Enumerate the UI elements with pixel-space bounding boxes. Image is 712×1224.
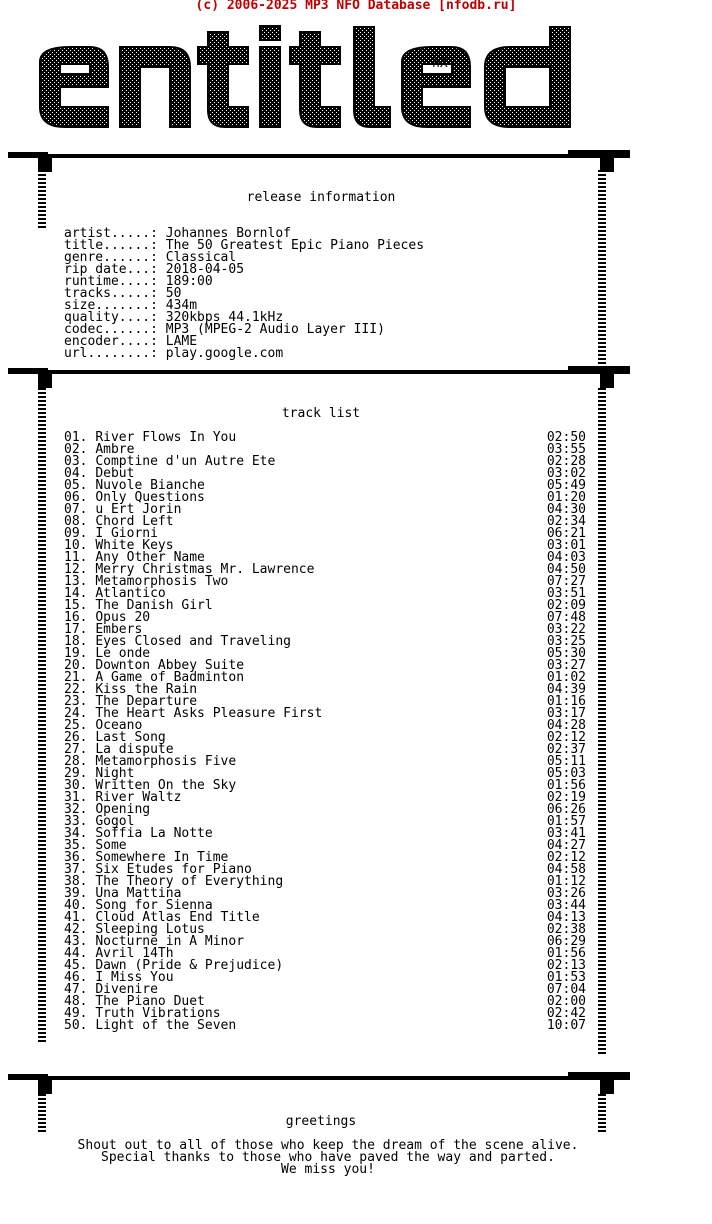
release-info-key: tracks.....: [64, 286, 158, 301]
track-name: The Heart Asks Pleasure First [95, 706, 323, 721]
track-name: La dispute [95, 742, 174, 757]
greetings-text [0, 1140, 656, 1176]
track-row [64, 708, 586, 720]
track-row [64, 804, 586, 816]
track-duration: 05:49 [546, 478, 586, 493]
track-number: 33. [64, 814, 88, 829]
track-duration: 04:50 [546, 562, 586, 577]
track-number: 20. [64, 658, 88, 673]
track-name: Kiss the Rain [95, 682, 198, 697]
release-info-key: runtime....: [64, 274, 158, 289]
track-duration: 03:22 [546, 622, 586, 637]
track-row [64, 756, 586, 768]
track-name: Last Song [95, 730, 166, 745]
track-duration: 02:50 [546, 430, 586, 445]
track-number: 10. [64, 538, 88, 553]
release-info-key: rip date...: [64, 262, 158, 277]
track-name: Song for Sienna [95, 898, 213, 913]
track-name: Night [95, 766, 135, 781]
track-number: 45. [64, 958, 88, 973]
track-name: Opus 20 [95, 610, 151, 625]
greeting-line: We miss you! [281, 1162, 375, 1177]
release-info-value: Johannes Bornlof [165, 226, 291, 241]
release-info-key: genre......: [64, 250, 158, 265]
track-name: Divenire [95, 982, 158, 997]
release-info-title: release information [246, 190, 396, 205]
track-name: Una Mattina [95, 886, 182, 901]
track-name: Some [95, 838, 127, 853]
release-info-value: play.google.com [165, 346, 284, 361]
track-number: 17. [64, 622, 88, 637]
track-duration: 03:02 [546, 466, 586, 481]
track-duration: 05:11 [546, 754, 586, 769]
track-number: 16. [64, 610, 88, 625]
section-divider [8, 150, 630, 172]
release-info-value: The 50 Greatest Epic Piano Pieces [165, 238, 425, 253]
track-duration: 03:27 [546, 658, 586, 673]
track-number: 04. [64, 466, 88, 481]
track-list [64, 432, 586, 1032]
track-number: 29. [64, 766, 88, 781]
track-name: I Giorni [95, 526, 158, 541]
track-number: 42. [64, 922, 88, 937]
track-duration: 01:16 [546, 694, 586, 709]
release-info-value: 434m [165, 298, 198, 313]
track-number: 47. [64, 982, 88, 997]
track-duration: 06:21 [546, 526, 586, 541]
track-duration: 06:26 [546, 802, 586, 817]
track-name: River Flows In You [95, 430, 237, 445]
track-name: Avril 14Th [95, 946, 174, 961]
track-number: 44. [64, 946, 88, 961]
frame-right-border [598, 388, 606, 1054]
release-info-value: 320kbps 44.1kHz [165, 310, 284, 325]
track-duration: 02:38 [546, 922, 586, 937]
track-number: 37. [64, 862, 88, 877]
track-duration: 04:28 [546, 718, 586, 733]
track-number: 31. [64, 790, 88, 805]
greeting-line: Special thanks to those who have paved the way and parted. [101, 1150, 555, 1165]
track-duration: 02:00 [546, 994, 586, 1009]
track-name: Gogol [95, 814, 135, 829]
track-duration: 03:51 [546, 586, 586, 601]
track-title-group [64, 1020, 236, 1032]
release-info-value: 189:00 [165, 274, 213, 289]
track-number: 41. [64, 910, 88, 925]
track-number: 27. [64, 742, 88, 757]
track-duration: 01:20 [546, 490, 586, 505]
release-info-key: artist.....: [64, 226, 158, 241]
track-duration: 02:42 [546, 1006, 586, 1021]
track-duration: 04:30 [546, 502, 586, 517]
track-name: Light of the Seven [95, 1018, 237, 1033]
track-number: 05. [64, 478, 88, 493]
track-duration: 02:12 [546, 850, 586, 865]
section-divider [8, 1072, 630, 1094]
track-duration: 04:58 [546, 862, 586, 877]
track-name: Chord Left [95, 514, 174, 529]
track-number: 13. [64, 574, 88, 589]
track-duration: 10:07 [546, 1018, 586, 1033]
track-number: 08. [64, 514, 88, 529]
release-info-value: Classical [165, 250, 237, 265]
track-number: 12. [64, 562, 88, 577]
track-name: The Theory of Everything [95, 874, 284, 889]
track-name: Somewhere In Time [95, 850, 229, 865]
track-number: 39. [64, 886, 88, 901]
track-name: Downton Abbey Suite [95, 658, 245, 673]
track-number: 26. [64, 730, 88, 745]
track-row [64, 612, 586, 624]
release-info-value: 50 [165, 286, 182, 301]
track-duration: 06:29 [546, 934, 586, 949]
track-number: 19. [64, 646, 88, 661]
track-name: Dawn (Pride & Prejudice) [95, 958, 284, 973]
release-info-key: codec......: [64, 322, 158, 337]
track-duration: 03:17 [546, 706, 586, 721]
track-number: 22. [64, 682, 88, 697]
track-name: Opening [95, 802, 151, 817]
section-divider [8, 366, 630, 388]
track-duration: 02:37 [546, 742, 586, 757]
track-name: Ambre [95, 442, 135, 457]
track-name: Any Other Name [95, 550, 205, 565]
track-name: The Departure [95, 694, 198, 709]
track-number: 36. [64, 850, 88, 865]
frame-left-border [38, 1094, 46, 1134]
track-duration: 03:44 [546, 898, 586, 913]
track-duration: 03:26 [546, 886, 586, 901]
greetings-title: greetings [285, 1114, 357, 1129]
track-name: The Piano Duet [95, 994, 205, 1009]
track-number: 46. [64, 970, 88, 985]
track-number: 06. [64, 490, 88, 505]
track-duration: 05:03 [546, 766, 586, 781]
track-name: Le onde [95, 646, 151, 661]
track-name: u Ert Jorin [95, 502, 182, 517]
track-number: 30. [64, 778, 88, 793]
track-name: The Danish Girl [95, 598, 213, 613]
track-name: Comptine d'un Autre Ete [95, 454, 276, 469]
track-number: 43. [64, 934, 88, 949]
track-number: 48. [64, 994, 88, 1009]
track-name: Merry Christmas Mr. Lawrence [95, 562, 315, 577]
track-name: Oceano [95, 718, 143, 733]
track-duration: 03:41 [546, 826, 586, 841]
track-duration: 01:56 [546, 946, 586, 961]
track-duration: 04:39 [546, 682, 586, 697]
track-name: Written On the Sky [95, 778, 237, 793]
track-duration: 02:09 [546, 598, 586, 613]
track-number: 21. [64, 670, 88, 685]
track-number: 11. [64, 550, 88, 565]
track-row [64, 1020, 586, 1032]
track-name: Metamorphosis Two [95, 574, 229, 589]
track-name: Nuvole Bianche [95, 478, 205, 493]
track-name: Nocturne in A Minor [95, 934, 245, 949]
track-duration: 01:12 [546, 874, 586, 889]
track-row [64, 828, 586, 840]
release-info-value: LAME [165, 334, 198, 349]
release-info-key: size.......: [64, 298, 158, 313]
track-list-title: track list [281, 406, 361, 421]
track-number: 32. [64, 802, 88, 817]
logo-tag: hX! [432, 56, 456, 71]
release-info-value: 2018-04-05 [165, 262, 245, 277]
track-number: 50. [64, 1018, 88, 1033]
track-duration: 04:27 [546, 838, 586, 853]
track-duration: 01:56 [546, 778, 586, 793]
track-duration: 01:02 [546, 670, 586, 685]
track-name: Six Etudes for Piano [95, 862, 252, 877]
track-duration: 03:01 [546, 538, 586, 553]
track-duration: 04:13 [546, 910, 586, 925]
track-number: 23. [64, 694, 88, 709]
track-duration: 02:28 [546, 454, 586, 469]
track-number: 02. [64, 442, 88, 457]
track-number: 24. [64, 706, 88, 721]
track-name: Eyes Closed and Traveling [95, 634, 291, 649]
track-number: 49. [64, 1006, 88, 1021]
track-duration: 05:30 [546, 646, 586, 661]
track-name: Truth Vibrations [95, 1006, 221, 1021]
track-duration: 02:12 [546, 730, 586, 745]
track-name: Soffia La Notte [95, 826, 213, 841]
track-name: Debut [95, 466, 135, 481]
track-duration: 04:03 [546, 550, 586, 565]
track-name: River Waltz [95, 790, 182, 805]
release-info-key: title......: [64, 238, 158, 253]
track-number: 07. [64, 502, 88, 517]
track-duration: 02:34 [546, 514, 586, 529]
track-name: Atlantico [95, 586, 166, 601]
track-duration: 01:53 [546, 970, 586, 985]
track-number: 18. [64, 634, 88, 649]
frame-left-border [38, 388, 46, 1042]
track-name: Cloud Atlas End Title [95, 910, 260, 925]
track-name: Metamorphosis Five [95, 754, 237, 769]
track-duration: 02:19 [546, 790, 586, 805]
track-number: 01. [64, 430, 88, 445]
frame-right-border [598, 1094, 606, 1134]
track-name: White Keys [95, 538, 174, 553]
track-duration: 03:55 [546, 442, 586, 457]
track-number: 25. [64, 718, 88, 733]
track-number: 34. [64, 826, 88, 841]
track-duration: 01:57 [546, 814, 586, 829]
track-duration: 07:48 [546, 610, 586, 625]
release-info-key: url........: [64, 346, 158, 361]
track-row [64, 456, 586, 468]
release-info-row [64, 348, 424, 360]
track-duration: 07:27 [546, 574, 586, 589]
release-info-value: MP3 (MPEG-2 Audio Layer III) [165, 322, 385, 337]
track-name: Sleeping Lotus [95, 922, 205, 937]
copyright-banner: (c) 2006-2025 MP3 NFO Database [nfodb.ru] [195, 0, 517, 13]
track-number: 14. [64, 586, 88, 601]
track-number: 35. [64, 838, 88, 853]
track-number: 03. [64, 454, 88, 469]
track-name: I Miss You [95, 970, 174, 985]
release-info-block [64, 228, 424, 360]
track-name: Embers [95, 622, 143, 637]
greeting-line: Shout out to all of those who keep the dream of the scene alive. [77, 1138, 579, 1153]
track-duration: 02:13 [546, 958, 586, 973]
track-number: 15. [64, 598, 88, 613]
entitled-logo [30, 22, 630, 142]
track-duration: 07:04 [546, 982, 586, 997]
track-number: 40. [64, 898, 88, 913]
track-number: 09. [64, 526, 88, 541]
track-row [64, 432, 586, 444]
track-number: 38. [64, 874, 88, 889]
track-name: Only Questions [95, 490, 205, 505]
track-name: A Game of Badminton [95, 670, 245, 685]
release-info-key: encoder....: [64, 334, 158, 349]
track-number: 28. [64, 754, 88, 769]
track-duration: 03:25 [546, 634, 586, 649]
release-info-key: quality....: [64, 310, 158, 325]
